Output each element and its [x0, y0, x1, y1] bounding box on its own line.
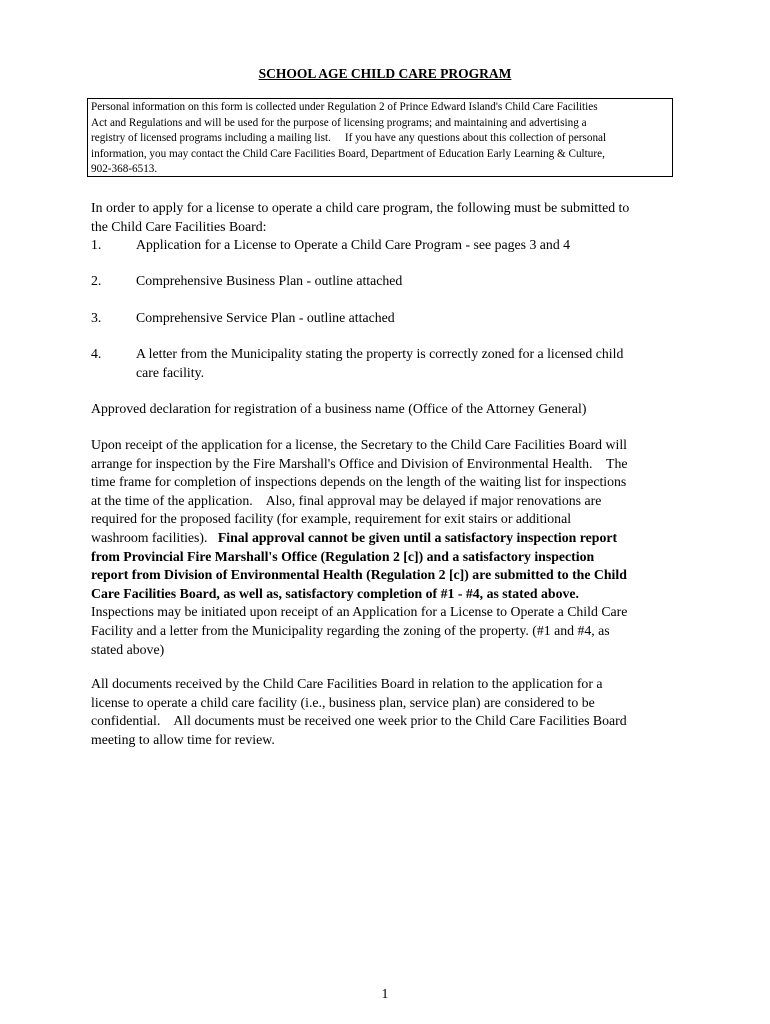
notice-line: Personal information on this form is collected under Regulation 2 of Prince Edward Island's Child Care Facilities — [91, 101, 598, 113]
approved-declaration — [91, 400, 691, 419]
item-text-line: care facility. — [136, 364, 205, 380]
notice-line: 902-368-6513. — [91, 163, 158, 176]
item-text: Comprehensive Business Plan - outline attached — [136, 273, 403, 288]
intro-line: In order to apply for a license to operate a child care program, the following must be submitted to — [91, 200, 630, 215]
privacy-notice-box — [87, 98, 673, 177]
bold-requirement-line: from Provincial Fire Marshall's Office (Regulation 2 [c]) and a satisfactory inspection — [91, 548, 595, 564]
intro-paragraph — [91, 199, 691, 236]
page-number: 1 — [381, 986, 389, 1001]
paragraph-line — [91, 529, 691, 548]
item-text-line: A letter from the Municipality stating the property is correctly zoned for a licensed child — [136, 346, 624, 361]
notice-line: registry of licensed programs including a mailing list. If you have any questions about this collection of personal — [91, 132, 607, 145]
paragraph-line: stated above) — [91, 641, 165, 657]
item-text: Application for a License to Operate a Child Care Program - see pages 3 and 4 — [136, 237, 571, 252]
item-number: 4. — [91, 346, 102, 361]
item-number: 2. — [91, 273, 102, 288]
paragraph-line: time frame for completion of inspections depends on the length of the waiting list for inspections — [91, 474, 627, 490]
paragraph-line: confidential. All documents must be received one week prior to the Child Care Facilities Board — [91, 713, 627, 729]
item-text: Comprehensive Service Plan - outline attached — [136, 310, 395, 325]
paragraph-line: meeting to allow time for review. — [91, 731, 275, 747]
confidentiality-paragraph — [91, 675, 691, 749]
paragraph-line: required for the proposed facility (for example, requirement for exit stairs or additional — [91, 511, 572, 527]
paragraph-line: Upon receipt of the application for a license, the Secretary to the Child Care Facilities Board will — [91, 437, 627, 452]
notice-line: information, you may contact the Child Care Facilities Board, Department of Education Early Learning & Culture, — [91, 147, 605, 160]
paragraph-line: Inspections may be initiated upon receipt of an Application for a License to Operate a Child Care — [91, 604, 628, 620]
item-number: 3. — [91, 310, 102, 325]
approved-declaration-text: Approved declaration for registration of a business name (Office of the Attorney General) — [91, 401, 587, 416]
paragraph-line: arrange for inspection by the Fire Marshall's Office and Division of Environmental Health. The — [91, 455, 628, 471]
item-text — [136, 345, 623, 382]
notice-line: Act and Regulations and will be used for the purpose of licensing programs; and maintaining and advertising a — [91, 116, 587, 129]
intro-line: the Child Care Facilities Board: — [91, 218, 267, 234]
bold-requirement-line: Care Facilities Board, as well as, satisfactory completion of #1 - #4, as stated above. — [91, 585, 579, 601]
paragraph-line: Facility and a letter from the Municipality regarding the zoning of the property. (#1 and #4, as — [91, 622, 610, 638]
paragraph-line: license to operate a child care facility (i.e., business plan, service plan) are considered to be — [91, 694, 595, 710]
item-number: 1. — [91, 237, 102, 252]
requirement-item-4 — [91, 345, 691, 383]
bold-requirement-line: report from Division of Environmental Health (Regulation 2 [c]) are submitted to the Child — [91, 567, 627, 583]
page-title: SCHOOL AGE CHILD CARE PROGRAM — [258, 66, 512, 81]
paragraph-line-plain: washroom facilities). — [91, 529, 218, 545]
paragraph-line: All documents received by the Child Care Facilities Board in relation to the application for a — [91, 676, 603, 691]
paragraph-line: at the time of the application. Also, final approval may be delayed if major renovations are — [91, 492, 602, 508]
receipt-paragraph — [91, 436, 691, 659]
bold-requirement-text: Final approval cannot be given until a satisfactory inspection report — [217, 529, 618, 545]
